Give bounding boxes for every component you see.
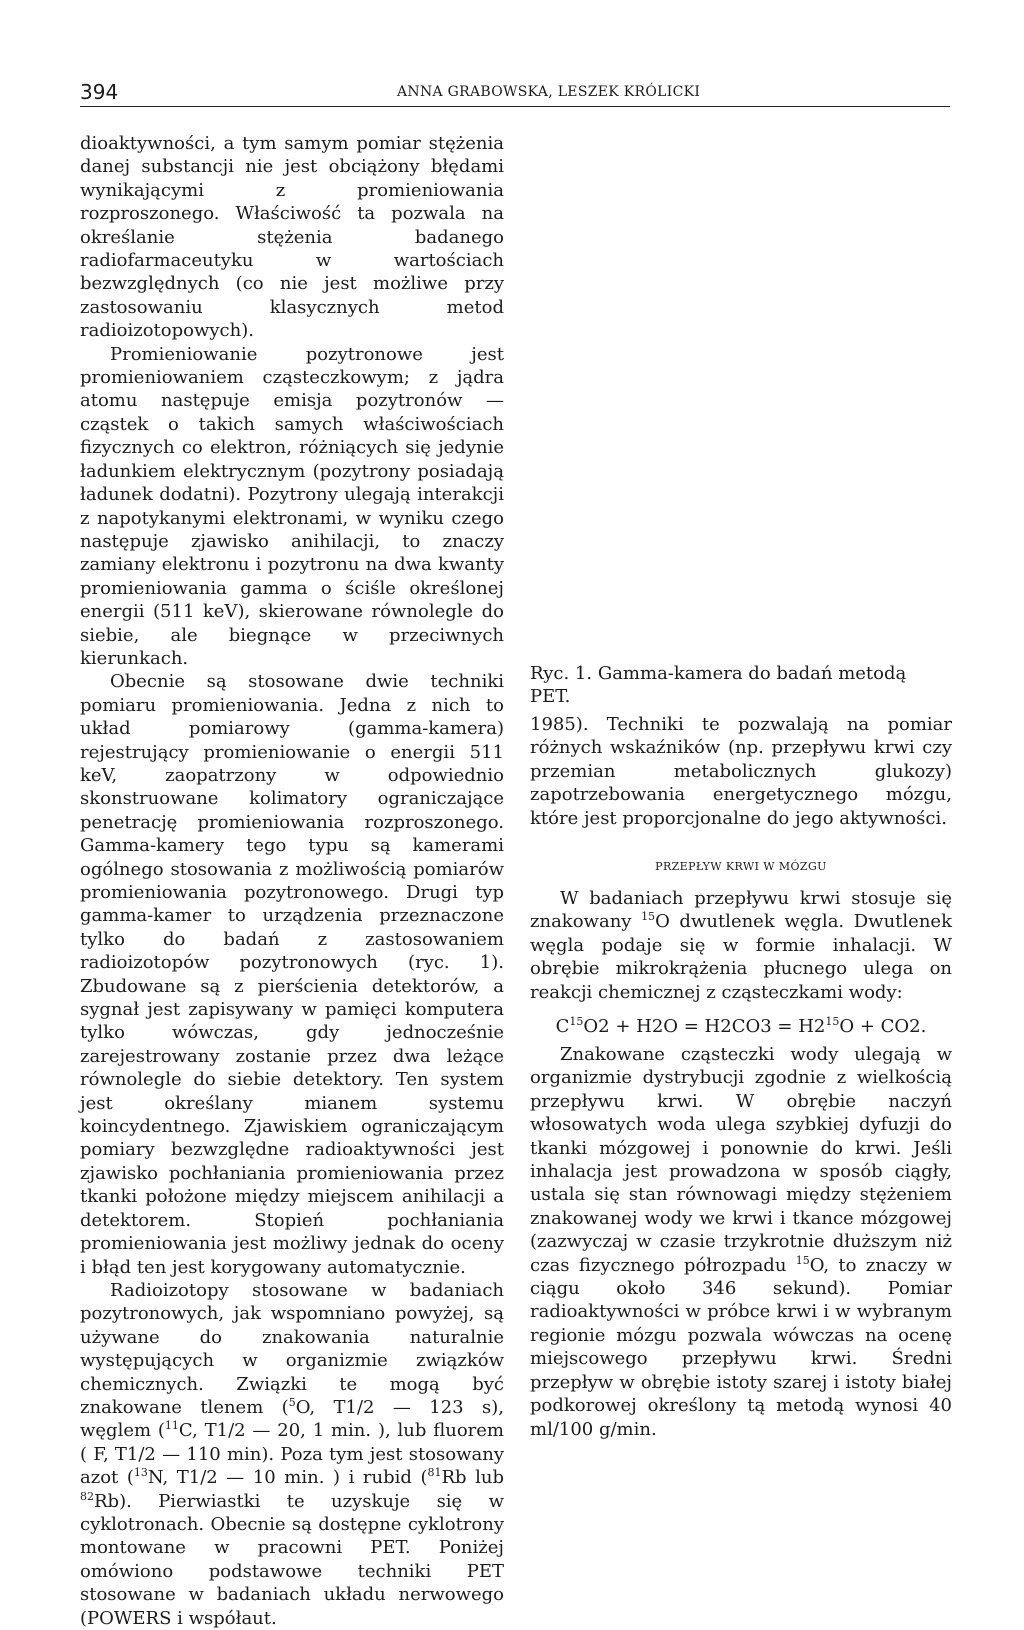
paragraph-4 [80,1279,504,1630]
paragraph-continuation: 1985). Techniki te pozwalają na pomiar różnych wskaźników (np. przepływu krwi czy przemian metabolicznych glukozy) zapotrzebowania energetycznego mózgu, które jest proporcjonalne do jego aktywności. [530,714,952,829]
formula-part: O + CO2. [839,1016,927,1037]
left-column [80,132,504,1630]
isotope-superscript: 15 [825,1015,840,1028]
text-segment: O, T1/2 — 123 s), węglem ( [80,1396,505,1442]
chemical-equation [530,1016,952,1037]
paragraph-labeled-water [530,1043,952,1441]
isotope-superscript: 15 [795,1253,810,1267]
isotope-superscript: 5 [288,1395,296,1409]
isotope-superscript: 81 [427,1466,442,1480]
page-number: 394 [80,80,119,104]
text-segment: O dwutlenek węgla. Dwutlenek węgla podaje się w formie inhalacji. W obrębie mikrokrążenia płucnego ulega on reakcji chemicznej z cząsteczkami wody: [530,911,952,1003]
text-segment: O, to znaczy w ciągu około 346 sekund). Pomiar radioaktywności w próbce krwi i w wybranym regionie mózgu pozwala wówczas na ocenę miejscowego przepływu krwi. Średni przepływ w obrębie istoty szarej i istoty białej podkorowej określony tą metodą wynosi 40 ml/100 g/min. [530,1254,952,1440]
header-rule [80,106,950,107]
isotope-superscript: 11 [164,1419,179,1433]
formula-part: C [555,1016,570,1037]
paragraph-blood-flow [530,887,952,1004]
text-segment: Znakowane cząsteczki wody ulegają w organizmie dystrybucji zgodnie z wielkością przepływu krwi. W obrębie naczyń włosowatych woda ulega szybkiej dyfuzji do tkanki mózgowej i ponownie do krwi. Jeśli inhalacja jest prowadzona w sposób ciągły, ustala się stan równowagi między stężeniem znakowanej wody we krwi i tkance mózgowej (zazwyczaj w czasie trzykrotnie dłuższym niż czas fizycznego półrozpadu [530,1044,952,1276]
isotope-superscript: 82 [80,1489,94,1503]
text-segment: Rb lub [441,1467,505,1489]
text-segment: Radioizotopy stosowane w badaniach pozytronowych, jak wspomniano powyżej, są używane do znakowania naturalnie występujących w organizmie związków chemicznych. Związki te mogą być znakowane tlenem ( [80,1279,504,1418]
right-paragraph-3 [530,1043,952,1441]
right-paragraph-1 [530,713,952,830]
figure-caption: Ryc. 1. Gamma-kamera do badań metodą PET. [530,663,907,708]
right-paragraph-2 [530,887,952,1004]
formula-part: O2 + H2O = H2CO3 = H2 [583,1016,826,1037]
paragraph-3: Obecnie są stosowane dwie techniki pomiaru promieniowania. Jedna z nich to układ pomiarowy (gamma-kamera) rejestrujący promieniowanie o energii 511 keV, zaopatrzony w odpowiednio skonstruowane kolimatory ograniczające penetrację promieniowania rozproszonego. Gamma-kamery tego typu są kamerami ogólnego stosowania z możliwością pomiarów promieniowania pozytronowego. Drugi typ gamma-kamer to urządzenia przeznaczone tylko do badań z zastosowaniem radioizotopów pozytronowych (ryc. 1). Zbudowane są z pierścienia detektorów, a sygnał jest zapisywany w pamięci komputera tylko wówczas, gdy jednocześnie zarejestrowany zostanie przez dwa leżące równolegle do siebie detektory. Ten system jest określany mianem systemu koincydentnego. Zjawiskiem ograniczającym pomiary bezwzględne radioaktywności jest zjawisko pochłaniania promieniowania przez tkanki położone między miejscem anihilacji a detektorem. Stopień pochłaniania promieniowania jest możliwy jednak do oceny i błąd ten jest korygowany automatycznie. [80,671,504,1278]
paragraph-1: dioaktywności, a tym samym pomiar stężenia danej substancji nie jest obciążony błędami wynikającymi z promieniowania rozproszonego. Właściwość ta pozwala na określanie stężenia badanego radiofarmaceutyku w wartościach bezwzględnych (co nie jest możliwe przy zastosowaniu klasycznych metod radioizotopowych). [80,133,504,342]
running-head: ANNA GRABOWSKA, LESZEK KRÓLICKI [397,84,701,100]
isotope-superscript: 15 [569,1015,584,1028]
text-segment: C, T1/2 — 20, 1 min. ), lub fluorem ( F, T1/2 — 110 min). Poza tym jest stosowany azot ( [80,1420,504,1489]
isotope-superscript: 13 [133,1466,148,1480]
section-heading: PRZEPŁYW KRWI W MÓZGU [655,860,827,873]
text-segment: W badaniach przepływu krwi stosuje się znakowany [530,888,952,933]
text-segment: N, T1/2 — 10 min. ) i rubid ( [147,1467,428,1489]
paragraph-2: Promieniowanie pozytronowe jest promieniowaniem cząsteczkowym; z jądra atomu następuje emisja pozytronów — cząstek o takich samych właściwościach fizycznych co elektron, różniących się jedynie ładunkiem elektrycznym (pozytrony posiadają ładunek dodatni). Pozytrony ulegają interakcji z napotykanymi elektronami, w wyniku czego następuje zjawisko anihilacji, to znaczy zamiany elektronu i pozytronu na dwa kwanty promieniowania gamma o ściśle określonej energii (511 keV), skierowane równolegle do siebie, ale biegnące w przeciwnych kierunkach. [80,343,504,669]
text-segment: Rb). Pierwiastki te uzyskuje się w cyklotronach. Obecnie są dostępne cyklotrony montowane w pracowni PET. Poniżej omówiono podstawowe techniki PET stosowane w badaniach układu nerwowego (POWERS i współaut. [80,1490,504,1629]
isotope-superscript: 15 [641,910,656,924]
